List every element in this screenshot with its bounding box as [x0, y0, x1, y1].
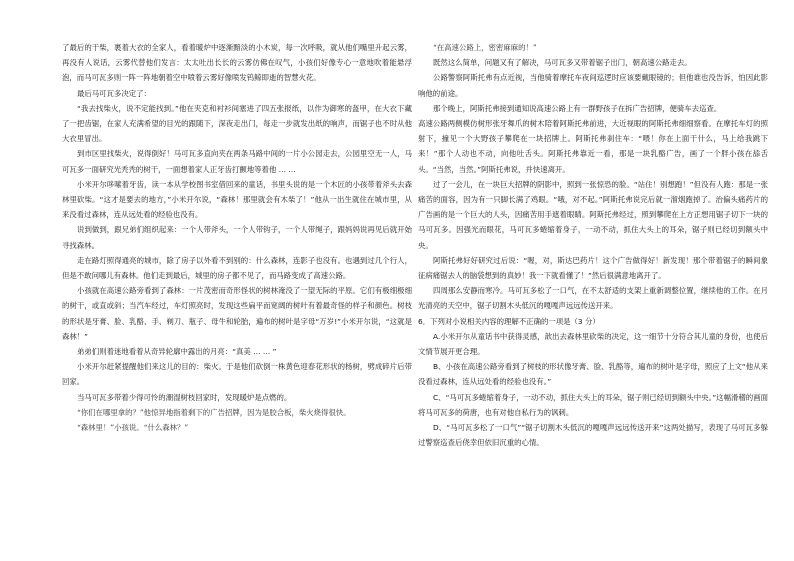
answer-option-b: B、小孩在高速公路旁看到了树枝的形状像牙膏、脸、乳酪等，遍布的树叶是字母，照应了上文“他从来没看过森林，连从远处看的经验也没有。” [418, 362, 768, 387]
paragraph: 小孩就在高速公路旁看到了森林：一片茂密而奇形怪状的树林淹没了一望无际的平原。它们有极细极细的树干，或直或斜；当汽车经过，车灯照亮时，发现这些扁平而宽阔的树叶有着最奇怪的样子和颜色。树枝的形状是牙膏、脸、乳酪、手、剃刀、瓶子、母牛和轮胎，遍布的树叶是字母“万岁!”小米开尔说，“这就是森林！” [62, 286, 412, 341]
paragraph: 小米开尔哆嗦着牙齿，读一本从学校图书室借回来的童话，书里头说的是一个木匠的小孩带着斧头去森林里砍柴。“这才是要去的地方，”小米开尔说，“森林！那里就会有木柴了！”他从一出生就住在城市里，从来没看过森林，连从远处看的经验也没有。 [62, 179, 412, 220]
answer-option-d: D、“马可瓦多松了一口气”“锯子切割木头低沉的嘎嘎声远远传送开来”这两处描写，表现了马可瓦多躲过警察巡查后侥幸但依旧沉重的心情。 [418, 423, 768, 448]
paragraph: 公路警察阿斯托弗有点近视，当他骑着摩托车夜间巡逻时应该要戴眼镜的；但他谁也没告诉，怕因此影响他的前途。 [418, 73, 768, 98]
answer-option-c: C、“马可瓦多蜷缩着身子，一动不动，抓住大头上的耳朵，锯子则已经切到额头中央。”这幅滑稽的画面将马可瓦多的荷唐，也有对他自私行为的讽刺。 [418, 392, 768, 417]
paragraph: 弟弟们则着迷地看着从奇异轮廓中露出的月亮：“真美 … … ” [77, 347, 277, 357]
paragraph: “我去找柴火，说不定能找到。”他在夹克和衬衫间塞进了四五张报纸，以作为御寒的盔甲，在大衣下藏了一把齿锯，在家人充满希望的目光的跟随下，深夜走出门，每走一步就发出纸的响声，而锯子也不时从他大衣里冒出。 [62, 103, 412, 144]
paragraph: 高速公路两侧模仿树形张牙舞爪的树木陪着阿斯托弗前进，大近视眼的阿斯托弗细细察看。在摩托车灯的照射下，撞见一个大野孩子攀爬在一块招牌上。阿斯托弗刹住车：“喂！你在上面干什么，马上给我跳下来！”那个人动也不动，向他吐舌头。阿斯托弗靠近一看，那是一块乳酪广告，画了一个胖小孩在舔舌头。“当然，当然。”阿斯托弗说，并快速离开。 [418, 119, 768, 174]
right-column [418, 40, 768, 450]
paragraph: 到市区里找柴火，说得倒好！马可瓦多直向夹在两条马路中间的一片小公园走去，公园里空无一人，马可瓦多一面研究光秃秃的树干，一面想着家人正牙齿打颤地等着他 … … [62, 149, 412, 174]
paragraph: 走在路灯照得通亮的城市，除了房子以外看不到别的：什么森林，连影子也没有。也遇到过几个行人，但是不敢问哪儿有森林。他们走到最后，城里的房子都不见了，而马路变成了高速公路。 [62, 255, 412, 281]
paragraph: 既然这么简单，问题又有了解决，马可瓦多又带着锯子出门，朝高速公路走去。 [433, 58, 692, 68]
paragraph: 过了一会儿，在一块巨大招牌的阴影中，照到一张惊恐的脸。“站住！别想跑！”但没有人跑：那是一张痛苦的面容，因为有一只脚长满了鸡眼。“哦，对不起。”阿斯托弗说完后就一溜烟跑掉了。治偏头痛药片的广告画的是一个巨大的人头，因痛苦用手遮着眼睛。阿斯托弗经过，照到攀爬在上方正想用锯子切下一块的马可瓦多。因强光而眼花，马可瓦多蜷缩着身子，一动不动，抓住大头上的耳朵，锯子则已经切到额头中央。 [418, 179, 768, 250]
question-stem: 6．下列对小说相关内容的理解不正确的一项是（3 分） [418, 316, 600, 326]
paragraph: 小米开尔赶紧提醒他们来这儿的目的：柴火。于是他们砍倒一株黄色迎春花形状的杨树，劈成碎片后带回家。 [62, 362, 412, 387]
paragraph: 说到做到，跟兄弟们组织起来：一个人带斧头，一个人带钩子，一个人带绳子，跟妈妈说再见后就开始寻找森林。 [62, 225, 412, 250]
paragraph: 最后马可瓦多决定了： [77, 88, 151, 98]
paragraph: 了最后的干柴，裹着大衣的全家人，看着暖炉中逐渐黯淡的小木炭，每一次呼吸，就从他们嘴里升起云雾，再没有人说话，云雾代替他们发言：太太吐出长长的云雾仿佛在叹气，小孩们好像专心一意地吹着能悬浮泡，而马可瓦多则一阵一阵地朝着空中喷着云雾好像喷发钨鲸即逝的智慧火花。 [62, 43, 412, 83]
paragraph: 阿斯托弗好好研究过后说：“喔，对，斯达巴药片！这个广告做得好！新发现！那个带着锯子的瞬间象征病痛锯去人的脑袋想到的真妙！我一下就看懂了！”然后很满意地离开了。 [418, 255, 768, 281]
quote-paragraph: “你们在哪里拿的？”他惊异地指着剩下的广告招牌，因为是胶合板，柴火烧得很快。 [77, 407, 351, 417]
quote-paragraph: “在高速公路上，密密麻麻的！” [433, 43, 537, 52]
paragraph: 那个晚上，阿斯托弗接到通知说高速公路上有一群野孩子在拆广告招牌，便骑车去巡查。 [433, 103, 722, 113]
paragraph: 当马可瓦多带着少得可怜的潮湿树枝回家时，发现暖炉是点燃的。 [77, 392, 292, 402]
answer-option-a: A.小米开尔从童话书中获得灵感，歆出去森林里砍柴的决定，这一细节十分符合其儿童的身份，也使后文情节展开更合理。 [418, 331, 768, 357]
quote-paragraph: “森林里！”小孩说。“什么森林？” [77, 423, 189, 433]
left-column [62, 40, 412, 435]
paragraph: 四周那么安静而寒冷。马可瓦多松了一口气，在不太舒适的支架上重新调整位置，继续他的工作。在月光清亮的天空中，锯子切割木头低沉的嘎嘎声远远传送开来。 [418, 286, 768, 311]
